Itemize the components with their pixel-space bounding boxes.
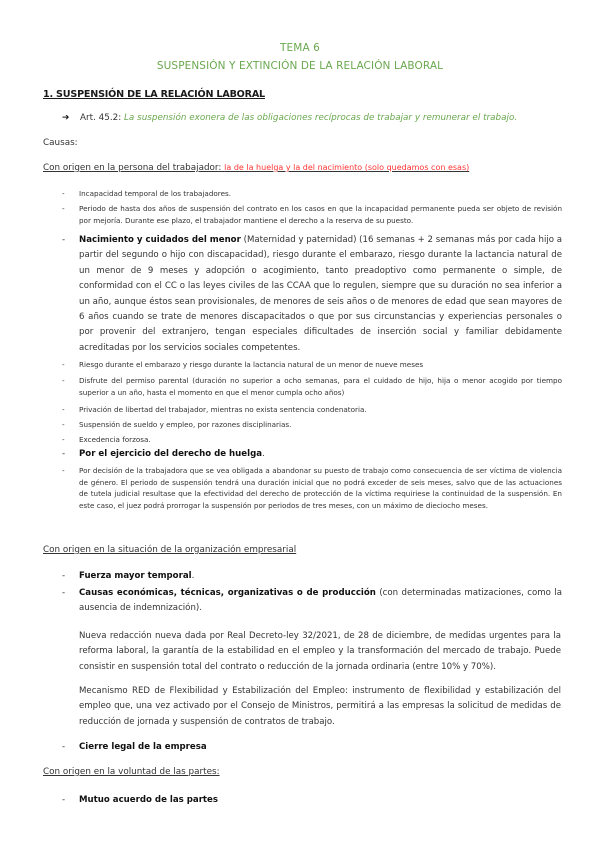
bullet-dash: - [62, 742, 66, 752]
list-item [62, 419, 562, 431]
bullet-dash: - [62, 420, 65, 429]
arrow-right-icon: ➔ [62, 113, 70, 123]
article-quote: La suspensión exonera de las obligaciones recíprocas de trabajar y remunerar el trabajo. [124, 113, 518, 123]
bullet-dash: - [62, 449, 66, 459]
list-item-text: Excedencia forzosa. [79, 435, 151, 444]
list-item-text: Disfrute del permiso parental (duración no superior a ocho semanas, para el cuidado de hijo, hija o menor acogido por tiempo superior a un año, hasta el momento en que el menor cumpla ocho años) [79, 376, 562, 397]
article-reference [62, 113, 517, 123]
list-item-text: Privación de libertad del trabajador, mientras no exista sentencia condenatoria. [79, 405, 367, 414]
bullet-dash: - [62, 588, 66, 598]
paragraph-red-mechanism: Mecanismo RED de Flexibilidad y Estabilización del Empleo: instrumento de flexibilidad y estabilización del empleo que, una vez activado por el Consejo de Ministros, permitirá a las empresas la solicitud de medidas de reducción de jornada y suspensión de contratos de trabajo. [79, 686, 561, 727]
bullet-dash: - [62, 571, 66, 581]
list-item [62, 434, 562, 446]
list-item [62, 375, 562, 398]
causes-label: Causas: [43, 138, 78, 148]
list-item-rest: . [191, 571, 195, 581]
list-item-text: Incapacidad temporal de los trabajadores. [79, 189, 232, 198]
list-item-text: Periodo de hasta dos años de suspensión del contrato en los casos en que la incapacidad permanente pueda ser objeto de revisión por mejoría. Durante ese plazo, el trabajador mantiene el derecho a la reserva de su puesto. [79, 204, 562, 225]
annotation-note: la de la huelga y la del nacimiento (solo quedamos con esas) [224, 163, 470, 172]
subheading-parties: Con origen en la voluntad de las partes: [43, 767, 220, 777]
list-item-text [79, 793, 562, 808]
bullet-dash: - [62, 376, 65, 385]
bullet-dash: - [62, 204, 65, 213]
list-item [62, 447, 562, 462]
list-item [62, 359, 562, 371]
list-item [62, 203, 562, 226]
list-item [62, 586, 562, 617]
list-item [62, 404, 562, 416]
subheading-worker-text: Con origen en la persona del trabajador [43, 163, 219, 173]
list-item-bold: Por el ejercicio del derecho de huelga [79, 449, 263, 459]
section-heading-suspension: 1. SUSPENSIÓN DE LA RELACIÓN LABORAL [43, 89, 265, 100]
list-item [62, 793, 562, 808]
subheading-worker [43, 163, 469, 173]
document-title-main: SUSPENSIÓN Y EXTINCIÓN DE LA RELACIÓN LABORAL [156, 60, 444, 72]
list-item-text: Riesgo durante el embarazo y riesgo durante la lactancia natural de un menor de nueve meses [79, 360, 424, 369]
bullet-dash: - [62, 435, 65, 444]
bullet-dash: - [62, 405, 65, 414]
bullet-dash: - [62, 795, 66, 805]
list-item-bold: Mutuo acuerdo de las partes [79, 795, 218, 805]
list-item-bold: Causas económicas, técnicas, organizativas o de producción [79, 588, 376, 598]
subheading-company: Con origen en la situación de la organización empresarial [43, 545, 297, 555]
list-item-text: Por decisión de la trabajadora que se vea obligada a abandonar su puesto de trabajo como consecuencia de ser víctima de violencia de género. El periodo de suspensión tendrá una duración inicial que no podrá exceder de seis meses, salvo que de las actuaciones de tutela judicial resultase que la efectividad del derecho de protección de la víctima requiriese la continuidad de la suspensión. En este caso, el juez podrá prorrogar la suspensión por periodos de tres meses, con un máximo de dieciocho meses. [79, 466, 562, 510]
list-item [62, 465, 562, 511]
list-item [62, 188, 562, 200]
bullet-dash: - [62, 360, 65, 369]
list-item [62, 740, 562, 755]
list-item-text [79, 586, 562, 617]
list-item-text [79, 447, 562, 462]
list-item-text: Suspensión de sueldo y empleo, por razones disciplinarias. [79, 420, 292, 429]
bullet-dash: - [62, 189, 65, 198]
list-item-rest: (con determinadas matizaciones, como la ausencia de indemnización). [79, 588, 562, 614]
list-item-rest: (Maternidad y paternidad) (16 semanas + 2 semanas más por cada hijo a partir del segundo o hijo con discapacidad), riesgo durante el embarazo, riesgo durante la lactancia natural de un menor de 9 meses y adopción o acogimiento, tanto preadoptivo como permanente o simple, de conformidad con el CC o las leyes civiles de las CCAA que lo regulen, siempre que su duración no sea inferior a un año, aunque éstos sean provisionales, de menores de seis años o de menores de edad que sean mayores de 6 años cuando se trate de menores discapacitados o que por sus circunstancias y experiencias personales o por provenir del extranjero, tengan especiales dificultades de inserción social y familiar debidamente acreditadas por los servicios sociales competentes. [79, 235, 563, 353]
list-item-text [79, 569, 562, 584]
list-item-bold: Nacimiento y cuidados del menor [79, 235, 241, 245]
list-item-bold: Fuerza mayor temporal [79, 571, 192, 581]
list-item-text [79, 740, 562, 755]
list-item-text [79, 233, 562, 356]
bullet-dash: - [62, 235, 66, 245]
paragraph-decree: Nueva redacción nueva dada por Real Decreto-ley 32/2021, de 28 de diciembre, de medidas urgentes para la reforma laboral, la garantía de la estabilidad en el empleo y la transformación del mercado de trabajo. Puede consistir en suspensión total del contrato o reducción de la jornada ordinaria (entre 10% y 70%). [79, 631, 561, 672]
document-title-topic: TEMA 6 [280, 42, 320, 54]
article-label: Art. 45.2: [80, 113, 125, 123]
subheading-colon: : [218, 163, 225, 173]
list-item-bold: Cierre legal de la empresa [79, 742, 207, 752]
list-item [62, 233, 562, 356]
bullet-dash: - [62, 466, 65, 475]
list-item-rest: . [262, 449, 265, 459]
list-item [62, 569, 562, 584]
